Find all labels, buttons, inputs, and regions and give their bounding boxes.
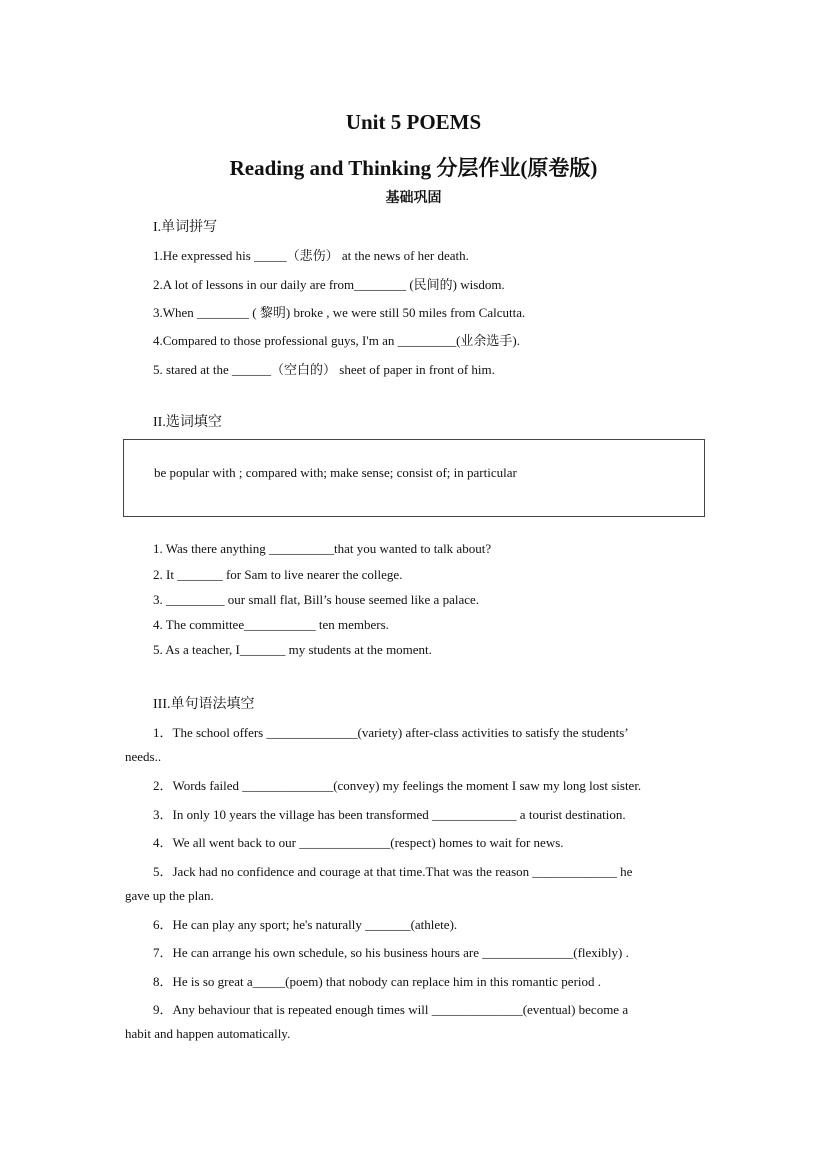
level-heading: 基础巩固 [385,190,442,206]
section3-item-4: 4．We all went back to our ______________(respect) homes to wait for news. [153,835,564,850]
section1-item-1: 1.He expressed his _____（悲伤） at the news of her death. [153,248,469,263]
section2-item-2: 2. It _______ for Sam to live nearer the college. [153,567,403,582]
section1-item-4: 4.Compared to those professional guys, I'm an _________(业余选手). [153,333,521,348]
section3-item-8: 8．He is so great a_____(poem) that nobody can replace him in this romantic period . [153,974,602,989]
section3-item-6: 6．He can play any sport; he's naturally _______(athlete). [153,917,458,932]
section3-heading: III.单句语法填空 [153,697,255,712]
section3-item-5-cont: gave up the plan. [125,888,214,903]
section2-item-3: 3. _________ our small flat, Bill’s house seemed like a palace. [153,592,480,607]
section1-heading: I.单词拼写 [153,220,218,235]
section3-item-1-cont: needs.. [125,749,162,764]
section3-item-2: 2．Words failed ______________(convey) my feelings the moment I saw my long lost sister. [153,778,642,793]
section2-item-1: 1. Was there anything __________that you wanted to talk about? [153,541,492,556]
section3-item-1: 1．The school offers ______________(variety) after-class activities to satisfy the students’ [153,725,629,740]
section2-item-5: 5. As a teacher, I_______ my students at the moment. [153,642,432,657]
word-bank-text: be popular with ; compared with; make sense; consist of; in particular [154,465,517,480]
lesson-title: Reading and Thinking 分层作业(原卷版) [229,156,598,180]
section3-item-3: 3．In only 10 years the village has been transformed _____________ a tourist destination. [153,807,626,822]
section1-item-3: 3.When ________ ( 黎明) broke , we were still 50 miles from Calcutta. [153,305,526,320]
section2-item-4: 4. The committee___________ ten members. [153,617,389,632]
unit-title: Unit 5 POEMS [345,110,482,134]
section3-item-9-cont: habit and happen automatically. [125,1026,291,1041]
section3-item-7: 7．He can arrange his own schedule, so his business hours are ______________(flexibly) . [153,945,629,960]
section2-heading: II.选词填空 [153,415,222,430]
word-bank-box [123,439,705,517]
section1-item-2: 2.A lot of lessons in our daily are from________ (民间的) wisdom. [153,277,505,292]
section3-item-5: 5．Jack had no confidence and courage at that time.That was the reason _____________ he [153,864,633,879]
section3-item-9: 9．Any behaviour that is repeated enough times will ______________(eventual) become a [153,1002,629,1017]
section1-item-5: 5. stared at the ______（空白的） sheet of paper in front of him. [153,362,495,377]
